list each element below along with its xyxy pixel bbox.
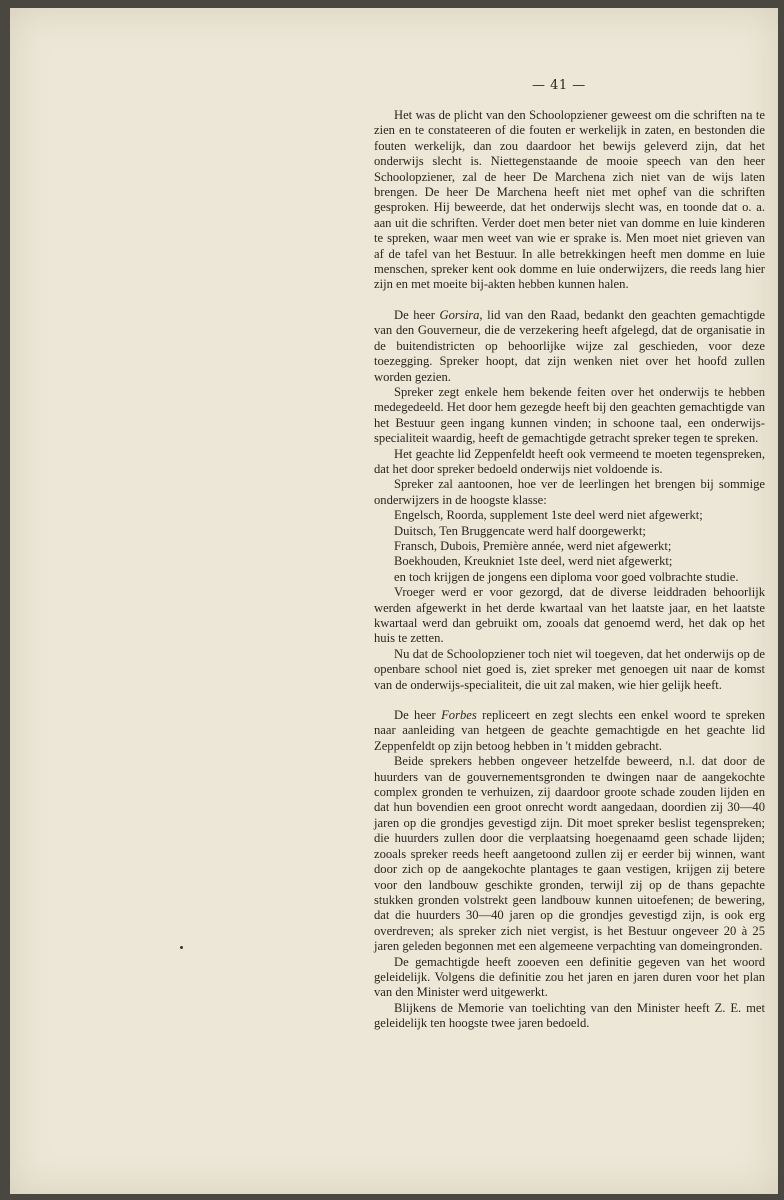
list-line: Engelsch, Roorda, supplement 1ste deel werd niet afgewerkt;	[394, 508, 703, 523]
paragraph: De gemachtigde heeft zooeven een definitie gegeven van het woord geleidelijk. Volgens die definitie zou het jaren en jaren duren voor het plan van den Minister werd uitgewerkt.	[374, 954, 765, 1000]
archive-page	[10, 8, 778, 1194]
speaker-name: Gorsira	[439, 307, 480, 322]
section-spacer	[374, 693, 765, 708]
paragraph: Blijkens de Memorie van toelichting van den Minister heeft Z. E. met geleidelijk ten hoogste twee jaren bedoeld.	[374, 1000, 765, 1031]
paragraph: Het geachte lid Zeppenfeldt heeft ook vermeend te moeten tegenspreken, dat het door spreker bedoeld onderwijs niet voldoende is.	[374, 446, 765, 476]
section-spacer	[374, 293, 765, 308]
paragraph: Vroeger werd er voor gezorgd, dat de diverse leiddraden behoorlijk werden afgewerkt in het derde kwartaal van het laatste jaar, en het laatste kwartaal werd dan gebruikt om, zooals dat genoemd werd, het dak op het huis te zetten.	[374, 585, 765, 646]
list-line: Boekhouden, Kreukniet 1ste deel, werd niet afgewerkt;	[394, 554, 673, 569]
ink-speck	[180, 946, 183, 949]
paragraph: Beide sprekers hebben ongeveer hetzelfde beweerd, n.l. dat door de huurders van de gouvernementsgronden te dwingen naar de aangekochte complex gronden te verhuizen, zij daardoor groote schade zouden lijden en dat hun bovendien een groot onrecht wordt aangedaan, doordien zij 30—40 jaren op die grondjes gevestigd zijn. Dit moet spreker beslist tegenspreken; die huurders zullen door die verplaatsing hoegenaamd geen schade lijden; zooals spreker reeds heeft aangetoond zullen zij er eerder bij winnen, want door zich op de aangekochte plantages te gaan vestigen, krijgen zij betere voor den landbouw geschikte gronden, terwijl zij op de thans gepachte stukken gronden volstrekt geen landbouw kunnen uitoefenen; de bewering, dat die huurders 30—40 jaren op die grondjes gevestigd zijn, is ook erg overdreven; als spreker zich niet vergist, is het Bestuur ongeveer 20 à 25 jaren geleden begonnen met een algemeene verpachting van domeingronden.	[374, 754, 765, 954]
paragraph: Het was de plicht van den Schoolopziener geweest om die schriften na te zien en te constateeren of die fouten er werkelijk in zaten, en bestonden die fouten werkelijk, dan zou daardoor het bewijs geleverd zijn, dat het onderwijs slecht is. Niettegenstaande de mooie speech van den heer Schoolopziener, zal de heer De Marchena zich niet van de wijs laten brengen. De heer De Marchena heeft niet met ophef van die schriften gesproken. Hij beweerde, dat het onderwijs slecht was, en toonde dat o. a. aan uit die schriften. Verder doet men beter niet van domme en luie kinderen te spreken, waar men weet van wie er sprake is. Men moet niet grieven van af de tafel van het Bestuur. In alle betrekkingen heeft men domme en luie menschen, spreker kent ook domme en luie onderwijzers, die reeds lang hier zijn en met moeite bij-akten hebben kunnen halen.	[374, 108, 765, 292]
speaker-statement: repliceert en zegt slechts een enkel woord te spreken naar aanleiding van hetgeen de geachte gemachtigde en het geachte lid Zeppenfeldt op zijn betoog hebben in 't midden gebracht.	[374, 708, 765, 753]
paragraph: en toch krijgen de jongens een diploma voor goed volbrachte studie.	[394, 569, 739, 584]
paragraph: Spreker zal aantoonen, hoe ver de leerlingen het brengen bij sommige onderwijzers in de hoogste klasse:	[374, 477, 765, 507]
paragraph: Spreker zegt enkele hem bekende feiten over het onderwijs te hebben medegedeeld. Het door hem gezegde heeft bij den geachten gemachtigde van het Bestuur geen ingang kunnen vinden; in schoone taal, een onderwijs-specialiteit waardig, heeft de gemachtigde getracht spreker tegen te spreken.	[374, 384, 765, 446]
speaker-paragraph	[374, 708, 765, 754]
speaker-name: Forbes	[441, 708, 477, 723]
page-number: — 41 —	[532, 78, 586, 93]
speaker-statement: , lid van den Raad, bedankt den geachten gemachtigde van den Gouverneur, die de verzekering heeft afgelegd, dat de organisatie in de buitendistricten op behoorlijke wijze zal geschieden, voor deze toezegging. Spreker hoopt, dat zijn wenken niet over het hoofd zullen worden gezien.	[374, 307, 765, 384]
text-column	[374, 108, 765, 1032]
paragraph: Nu dat de Schoolopziener toch niet wil toegeven, dat het onderwijs op de openbare school niet goed is, ziet spreker met genoegen uit naar de komst van de onderwijs-specialiteit, die uit zal maken, wie hier gelijk heeft.	[374, 646, 765, 692]
speaker-intro: De heer	[394, 307, 440, 322]
list-line: Fransch, Dubois, Première année, werd niet afgewerkt;	[394, 538, 672, 553]
list-line: Duitsch, Ten Bruggencate werd half doorgewerkt;	[394, 523, 646, 538]
speaker-paragraph	[374, 308, 765, 385]
speaker-intro: De heer	[394, 708, 442, 723]
